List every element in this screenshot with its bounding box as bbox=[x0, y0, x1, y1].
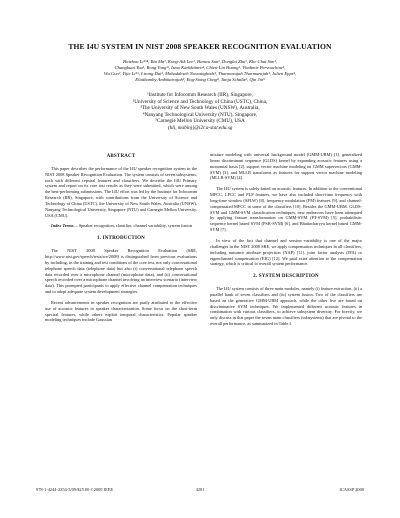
abstract-text: This paper describes the performance of the I4U speaker recognition system in the NIST 2008 Speaker Recognition Evaluation. The system consists of seven subsystems, each with different cepstral features and classifiers. We describe the I4U Primary system and report on its core test results as they were submitted, which were among the best-performing submissions. The I4U effort was led by the Institute for Infocomm Research (IIR), Singapore, with contributions from the University of Science and Technology of China (USTC), the University of New South Wales, Australia (UNSW), Nanyang Technological University, Singapore (NTU) and Carnegie Mellon University, USA (CMU). bbox=[45, 165, 197, 218]
body-paragraph: In view of the fact that channel and session variability is one of the major challenges in the NIST 2008 SRE, we apply compensation techniques in all classifiers, including nuisance attribute projection (NAP) [11], joint factor analysis (JFA) or eigenchannel compensation (EIG) [12]. We paid extra attention to the compensation strategy, which is critical to overall system performance. bbox=[210, 237, 362, 267]
author-list bbox=[46, 59, 354, 83]
author-line: Eliathamby Ambikairajah³, Eng-Siong Chng⁴, Tanja Schultz⁵, Qin Jin⁵ bbox=[135, 77, 265, 83]
paper-title: THE I4U SYSTEM IN NIST 2008 SPEAKER RECOGNITION EVALUATION bbox=[68, 42, 332, 51]
introduction-paragraph: The NIST 2008 Speaker Recognition Evaluation (SRE, http://www.nist.gov/speech/tests/sre/2008) is distinguished from previous evaluations by including, in the training and test conditions of the core test, not only conversational telephone speech data (telephone data) but also (i) conversational telephone speech data recorded over a microphone channel (microphone data), and (ii) conversational speech recorded over a microphone channel involving an interview scenario (interview data). This prompted participants to apply effective channel compensation techniques and to adopt adequate system development strategies. bbox=[45, 248, 197, 295]
introduction-paragraph: Recent advancements in speaker recognition are partly attributed to the effective use of acoustic features in speaker characterization. Some focus on the short-term spectral features, while others exploit temporal characteristics. Popular speaker modeling techniques include Gaussian bbox=[45, 299, 197, 323]
author-line: Haizhou Li¹ʲʳ⁴, Bin Ma¹, Kong-Aik Lee¹, Hanwu Sun¹, Donglai Zhu¹, Khe Chai Sim¹, bbox=[122, 59, 278, 64]
footer-conference: ICASSP 2009 bbox=[339, 487, 364, 492]
footer-copyright: 978-1-4244-2354-5/09/$25.00 ©2009 IEEE bbox=[36, 487, 114, 492]
affiliation-list bbox=[60, 92, 340, 131]
body-paragraph: The I4U system consists of three main modules, namely (i) feature extraction, (ii) a parallel bank of seven classifiers and (iii) system fusion. Two of the classifiers are based on the generative GMM-UBM approach, while the other five are based on discriminative SVM techniques. We implemented different acoustic features in combination with various classifiers, to achieve subsystem diversity. For brevity, we only discuss in this paper the seven main classifiers (subsystems) that are pivotal to the overall performance, as summarized in Table I. bbox=[210, 286, 362, 327]
introduction-heading: 1. INTRODUCTION bbox=[96, 236, 145, 242]
affiliation-line: ²University of Science and Technology of China (USTC), China, bbox=[132, 98, 268, 105]
index-terms-text: — Speaker recognition, classifier, channel variability, system fusion bbox=[73, 223, 192, 229]
left-column bbox=[45, 152, 197, 328]
author-line: Changhuai You¹, Rong Tong¹ʳ, Ismo Kärkkäinen¹, Chien-Lin Huang¹, Vladimir Pervouchine¹, bbox=[114, 65, 286, 71]
body-paragraph: The I4U system is solely based on acoustic features. In addition to the conventional MFCC, LPCC and PLP features, we have also included short-time frequency with long-time window (SFLW) [8], frequency modulation (FM) features [9], and channel-compensated MFCC in some of the classifiers [10]. Besides the GMM-UBM, GLDS-SVM and GMM-SVM classification techniques, new endeavors have been attempted by applying feature transformation on GMM-SVM (FT-SVM) [5], probabilistic sequence kernel based SVM (PSK-SVM) [6], and Bhattacharyya kernel based GMM-SVM [7]. bbox=[210, 186, 362, 233]
body-paragraph: mixture modeling with universal background model (GMM-UBM) [1], generalized linear discriminant sequence (GLDS) kernel by expanding acoustic features using a monomial basis [2], support vector machine modeling on GMM supervectors (GMM-SVM) [3], and MLLR transforms as features for support vector machine modeling (MLLR-SVM) [4]. bbox=[210, 152, 362, 181]
abstract-heading: ABSTRACT bbox=[106, 154, 136, 159]
affiliation-line: ¹Institute for Infocomm Research (IIR), Singapore, bbox=[147, 92, 253, 98]
footer-page-number: 4201 bbox=[195, 487, 205, 492]
affiliation-line: ⁵Carnegie Mellon University (CMU), USA bbox=[155, 118, 245, 124]
contact-email: {hli, mabinj}@i2r.a-star.edu.sg bbox=[167, 124, 233, 131]
right-column bbox=[210, 152, 362, 332]
affiliation-line: ³The University of New South Wales (UNSW), Australia, bbox=[140, 105, 260, 111]
index-terms-label: Index Terms bbox=[51, 223, 74, 229]
affiliation-line: ⁴Nanyang Technological University (NTU), Singapore, bbox=[142, 111, 258, 118]
index-terms bbox=[45, 223, 197, 229]
system-description-heading: 2. SYSTEM DESCRIPTION bbox=[253, 274, 319, 280]
author-line: Wu Guo², Yijie Li²ʷ, Lirong Dai², Mohaddeseh Nosratighods³, Tharmarajah Tharmarajah³, Julien Epps³, bbox=[103, 71, 297, 77]
